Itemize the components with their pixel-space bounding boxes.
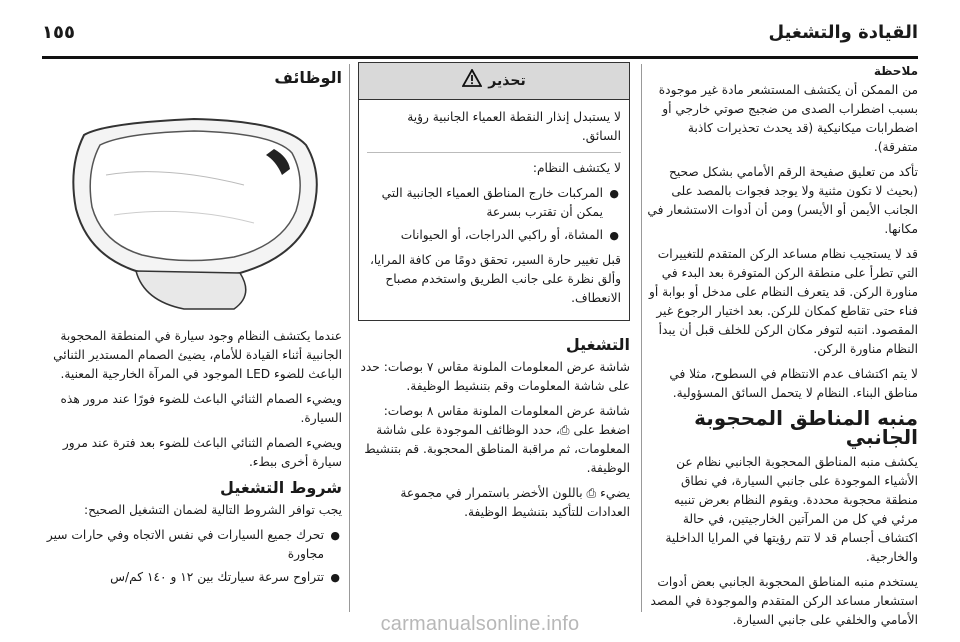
section-title: شروط التشغيل bbox=[220, 478, 342, 497]
paragraph: عندما يكتشف النظام وجود سيارة في المنطقة المحجوبة الجانبية أثناء القيادة للأمام، يضيئ الصمام المستدير الثنائي الباعث للضوء LED الموجود في المرآة الخارجية المعنية. bbox=[53, 329, 342, 381]
side-mirror-illustration bbox=[44, 105, 342, 315]
header-rule bbox=[42, 56, 918, 59]
paragraph: شاشة عرض المعلومات الملونة مقاس ٧ بوصات: حدد على شاشة المعلومات وقم بتنشيط الوظيفة. bbox=[360, 360, 630, 393]
list-item: ● المشاة، أو راكبي الدراجات، أو الحيوانات bbox=[367, 226, 603, 245]
column-divider bbox=[641, 64, 642, 612]
paragraph: شاشة عرض المعلومات الملونة مقاس ٨ بوصات: اضغط على ⎙، حدد الوظائف الموجودة على شاشة المعلومات، ثم مراقبة المناطق المحجوبة. قم بتنشيط الوظيفة. bbox=[364, 404, 630, 475]
section-title: التشغيل bbox=[565, 335, 630, 354]
paragraph: ويضيء الصمام الثنائي الباعث للضوء فورًا عند مرور هذه السيارة. bbox=[60, 392, 342, 425]
warning-intro: لا يكتشف النظام: bbox=[532, 161, 621, 175]
paragraph: يكشف منبه المناطق المحجوبة الجانبي نظام عن الأشياء الموجودة على جانبي السيارة، في نطاق منطقة محجوبة محددة. ويقوم النظام بعرض تنبيه مرئي في كل من المرآتين الخارجيتين، في حالة اكتشاف أجسام قد لا تتم رؤيتها في المرايا الداخلية والخارجية. bbox=[665, 455, 918, 564]
warning-text: قبل تغيير حارة السير، تحقق دومًا من كافة المرايا، وألق نظرة على جانب الطريق واستخدم مصباح الانعطاف. bbox=[369, 253, 621, 305]
watermark: carmanualsonline.info bbox=[380, 613, 580, 635]
conditions-list bbox=[44, 526, 342, 587]
note-text: من الممكن أن يكتشف المستشعر مادة غير موجودة بسبب اضطراب الصدى من ضجيج صوتي خارجي أو اضطرابات ميكانيكية (قد يحدث تحذيرات كاذبة متفرقة). bbox=[658, 83, 918, 154]
paragraph: يجب توافر الشروط التالية لضمان التشغيل الصحيح: bbox=[84, 503, 342, 517]
section-title: الوظائف bbox=[274, 68, 342, 87]
warning-triangle-icon bbox=[462, 69, 482, 93]
paragraph: قد لا يستجيب نظام مساعد الركن المتقدم للتغييرات التي تطرأ على منطقة الركن المتوفرة بعد البدء في مناورة الركن. قد يتعرف النظام على مدخل أو بوابة أو فناء حتى تقاطع كمكان للركن. بعد اختيار الرجوع غير المقصود. انتبه لتوفر مكان الركن للخلف قبل أن يبدأ النظام مناورة الركن. bbox=[649, 247, 918, 356]
middle-column bbox=[358, 62, 630, 528]
paragraph: ويضيء الصمام الثنائي الباعث للضوء بعد فترة عند مرور سيارة أخرى ببطء. bbox=[62, 436, 342, 469]
warning-body bbox=[359, 100, 629, 320]
warning-header bbox=[359, 63, 629, 100]
page-header bbox=[42, 22, 918, 52]
column-divider bbox=[349, 64, 350, 612]
page-title: القيادة والتشغيل bbox=[768, 22, 918, 43]
right-column bbox=[646, 62, 918, 636]
section-title: منبه المناطق المحجوبة الجانبي bbox=[694, 406, 918, 449]
list-item: ● تحرك جميع السيارات في نفس الاتجاه وفي حارات سير مجاورة bbox=[44, 526, 324, 564]
page-number: ١٥٥ bbox=[42, 22, 75, 43]
paragraph: يضيء ⎙ باللون الأخضر باستمرار في مجموعة العدادات للتأكيد بتنشيط الوظيفة. bbox=[400, 486, 630, 519]
list-item: ● تتراوح سرعة سيارتك بين ١٢ و ١٤٠ كم/س bbox=[44, 568, 324, 587]
warning-list bbox=[367, 184, 621, 245]
paragraph: يستخدم منبه المناطق المحجوبة الجانبي بعض أدوات استشعار مساعد الركن المتقدم والموجودة في المصد الأمامي والخلفي على جانبي السيارة. bbox=[650, 575, 918, 627]
warning-box bbox=[358, 62, 630, 321]
divider bbox=[367, 152, 621, 153]
left-column bbox=[44, 62, 342, 593]
paragraph: لا يتم اكتشاف عدم الانتظام في السطوح، مثلا في مناطق البناء. النظام لا يتحمل السائق المسؤولية. bbox=[669, 367, 918, 400]
paragraph: تأكد من تعليق صفيحة الرقم الأمامي بشكل صحيح (بحيث لا تكون مثنية ولا يوجد فجوات بالمصد على الجانب الأيمن أو الأيسر) ومن أن أدوات الاستشعار في مكانها. bbox=[647, 165, 918, 236]
list-item: ● المركبات خارج المناطق العمياء الجانبية التي يمكن أن تقترب بسرعة bbox=[367, 184, 603, 222]
warning-text: لا يستبدل إنذار النقطة العمياء الجانبية رؤية السائق. bbox=[407, 110, 621, 143]
note-title: ملاحظة bbox=[873, 64, 918, 78]
warning-label: تحذير bbox=[488, 72, 526, 89]
